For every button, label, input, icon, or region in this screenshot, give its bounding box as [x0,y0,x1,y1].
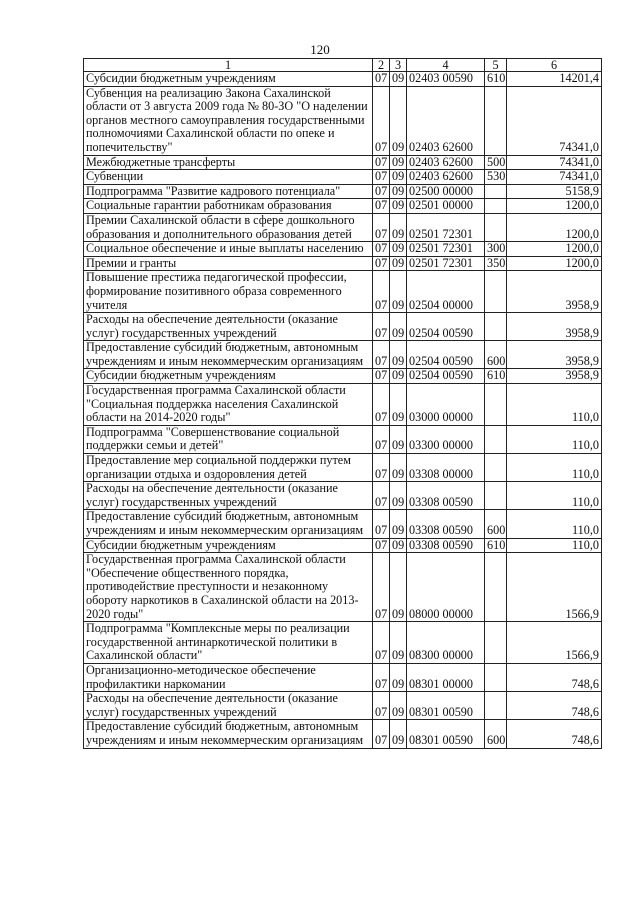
table-row [84,86,602,155]
row-section: 07 [373,482,390,510]
row-subsection: 09 [390,663,407,691]
row-target-code: 02504 00000 [407,271,485,313]
row-section: 07 [373,663,390,691]
row-subsection: 09 [390,553,407,622]
row-subsection: 09 [390,72,407,87]
row-amount: 110,0 [507,454,602,482]
table-row [84,170,602,185]
row-subsection: 09 [390,720,407,748]
row-name: Расходы на обеспечение деятельности (оказание услуг) государственных учреждений [84,692,373,720]
row-amount: 1200,0 [507,242,602,257]
row-amount: 1200,0 [507,199,602,214]
row-name: Подпрограмма "Комплексные меры по реализации государственной антинаркотической политики в Сахалинской области" [84,622,373,664]
table-row [84,482,602,510]
row-name: Государственная программа Сахалинской области "Социальная поддержка населения Сахалинской области на 2014-2020 годы" [84,384,373,426]
row-section: 07 [373,692,390,720]
header-col-6: 6 [507,59,602,72]
row-expense-type [485,86,507,155]
row-subsection: 09 [390,242,407,257]
row-target-code: 02403 62600 [407,155,485,170]
row-amount: 3958,9 [507,341,602,369]
row-section: 07 [373,553,390,622]
row-target-code: 08301 00000 [407,663,485,691]
row-target-code: 03308 00590 [407,482,485,510]
row-target-code: 03308 00590 [407,510,485,538]
row-subsection: 09 [390,692,407,720]
row-subsection: 09 [390,184,407,199]
row-target-code: 02501 72301 [407,256,485,271]
row-subsection: 09 [390,538,407,553]
row-name: Субсидии бюджетным учреждениям [84,369,373,384]
row-expense-type [485,692,507,720]
row-subsection: 09 [390,213,407,241]
row-amount: 110,0 [507,482,602,510]
row-amount: 110,0 [507,384,602,426]
page-number: 120 [310,42,330,57]
row-expense-type [485,199,507,214]
row-expense-type: 500 [485,155,507,170]
table-row [84,553,602,622]
row-target-code: 08301 00590 [407,720,485,748]
row-amount: 110,0 [507,538,602,553]
row-name: Повышение престижа педагогической профессии, формирование позитивного образа современного учителя [84,271,373,313]
row-section: 07 [373,86,390,155]
row-expense-type: 610 [485,72,507,87]
row-expense-type: 610 [485,538,507,553]
row-target-code: 02403 62600 [407,170,485,185]
row-name: Организационно-методическое обеспечение профилактики наркомании [84,663,373,691]
row-name: Социальные гарантии работникам образования [84,199,373,214]
row-section: 07 [373,155,390,170]
table-row [84,155,602,170]
row-expense-type [485,553,507,622]
table-row [84,663,602,691]
row-target-code: 02403 00590 [407,72,485,87]
row-expense-type: 600 [485,510,507,538]
row-subsection: 09 [390,510,407,538]
table-row [84,454,602,482]
table-row [84,369,602,384]
table-body [84,72,602,749]
row-subsection: 09 [390,170,407,185]
row-target-code: 02504 00590 [407,313,485,341]
row-subsection: 09 [390,341,407,369]
row-name: Предоставление субсидий бюджетным, автономным учреждениям и иным некоммерческим организациям [84,510,373,538]
row-target-code: 03300 00000 [407,425,485,453]
row-name: Социальное обеспечение и иные выплаты населению [84,242,373,257]
row-expense-type: 600 [485,720,507,748]
table-row [84,184,602,199]
row-amount: 110,0 [507,425,602,453]
row-expense-type: 350 [485,256,507,271]
table-row [84,341,602,369]
row-expense-type [485,663,507,691]
row-subsection: 09 [390,313,407,341]
row-name: Предоставление мер социальной поддержки путем организации отдыха и оздоровления детей [84,454,373,482]
header-col-1: 1 [84,59,373,72]
row-subsection: 09 [390,384,407,426]
row-amount: 1566,9 [507,622,602,664]
row-expense-type [485,622,507,664]
row-amount: 3958,9 [507,369,602,384]
row-name: Премии Сахалинской области в сфере дошкольного образования и дополнительного образования детей [84,213,373,241]
row-name: Премии и гранты [84,256,373,271]
row-target-code: 08300 00000 [407,622,485,664]
row-subsection: 09 [390,199,407,214]
row-name: Межбюджетные трансферты [84,155,373,170]
table-row [84,425,602,453]
row-section: 07 [373,242,390,257]
header-row [84,59,602,72]
header-col-3: 3 [390,59,407,72]
row-section: 07 [373,720,390,748]
row-section: 07 [373,425,390,453]
row-expense-type: 600 [485,341,507,369]
table-row [84,538,602,553]
row-amount: 110,0 [507,510,602,538]
row-expense-type: 530 [485,170,507,185]
row-target-code: 02504 00590 [407,341,485,369]
row-amount: 14201,4 [507,72,602,87]
table-row [84,622,602,664]
row-expense-type [485,425,507,453]
row-expense-type [485,271,507,313]
row-section: 07 [373,341,390,369]
row-amount: 74341,0 [507,86,602,155]
row-target-code: 03000 00000 [407,384,485,426]
row-name: Предоставление субсидий бюджетным, автономным учреждениям и иным некоммерческим организациям [84,720,373,748]
row-target-code: 08000 00000 [407,553,485,622]
row-expense-type [485,454,507,482]
row-expense-type [485,313,507,341]
budget-table [83,58,602,749]
row-amount: 5158,9 [507,184,602,199]
row-target-code: 02501 00000 [407,199,485,214]
row-section: 07 [373,170,390,185]
row-expense-type [485,184,507,199]
table-row [84,256,602,271]
row-subsection: 09 [390,369,407,384]
row-section: 07 [373,454,390,482]
row-name: Предоставление субсидий бюджетным, автономным учреждениям и иным некоммерческим организациям [84,341,373,369]
row-section: 07 [373,510,390,538]
table-row [84,72,602,87]
row-target-code: 02504 00590 [407,369,485,384]
row-target-code: 02403 62600 [407,86,485,155]
row-subsection: 09 [390,622,407,664]
row-expense-type [485,384,507,426]
row-target-code: 02501 72301 [407,242,485,257]
row-subsection: 09 [390,256,407,271]
table-row [84,692,602,720]
row-name: Государственная программа Сахалинской области "Обеспечение общественного порядка, противодействие преступности и незаконному обороту наркотиков в Сахалинской области на 2013-2020 годы" [84,553,373,622]
row-section: 07 [373,199,390,214]
header-col-4: 4 [407,59,485,72]
row-section: 07 [373,622,390,664]
row-name: Субсидии бюджетным учреждениям [84,72,373,87]
row-expense-type: 300 [485,242,507,257]
row-amount: 748,6 [507,720,602,748]
row-section: 07 [373,384,390,426]
row-section: 07 [373,538,390,553]
table-row [84,313,602,341]
row-amount: 1566,9 [507,553,602,622]
table-row [84,242,602,257]
row-target-code: 02501 72301 [407,213,485,241]
row-amount: 748,6 [507,692,602,720]
header-col-2: 2 [373,59,390,72]
row-amount: 3958,9 [507,313,602,341]
table-row [84,213,602,241]
row-amount: 1200,0 [507,256,602,271]
row-expense-type [485,213,507,241]
row-subsection: 09 [390,155,407,170]
table-row [84,510,602,538]
row-expense-type [485,482,507,510]
row-amount: 748,6 [507,663,602,691]
row-name: Расходы на обеспечение деятельности (оказание услуг) государственных учреждений [84,313,373,341]
row-section: 07 [373,256,390,271]
row-name: Подпрограмма "Совершенствование социальной поддержки семьи и детей" [84,425,373,453]
row-section: 07 [373,213,390,241]
row-name: Расходы на обеспечение деятельности (оказание услуг) государственных учреждений [84,482,373,510]
table-row [84,384,602,426]
row-section: 07 [373,184,390,199]
row-subsection: 09 [390,271,407,313]
table-row [84,199,602,214]
row-amount: 1200,0 [507,213,602,241]
row-subsection: 09 [390,86,407,155]
row-target-code: 02500 00000 [407,184,485,199]
row-name: Подпрограмма "Развитие кадрового потенциала" [84,184,373,199]
row-target-code: 03308 00590 [407,538,485,553]
row-amount: 74341,0 [507,155,602,170]
row-section: 07 [373,369,390,384]
row-target-code: 03308 00000 [407,454,485,482]
row-section: 07 [373,313,390,341]
row-section: 07 [373,72,390,87]
row-target-code: 08301 00590 [407,692,485,720]
row-expense-type: 610 [485,369,507,384]
header-col-5: 5 [485,59,507,72]
row-section: 07 [373,271,390,313]
table-row [84,271,602,313]
row-name: Субвенция на реализацию Закона Сахалинской области от 3 августа 2009 года № 80-ЗО "О наделении органов местного самоуправления государственными полномочиями Сахалинской области по опеке и попечительству" [84,86,373,155]
row-subsection: 09 [390,454,407,482]
row-amount: 3958,9 [507,271,602,313]
row-name: Субсидии бюджетным учреждениям [84,538,373,553]
row-subsection: 09 [390,482,407,510]
table-row [84,720,602,748]
row-name: Субвенции [84,170,373,185]
row-subsection: 09 [390,425,407,453]
row-amount: 74341,0 [507,170,602,185]
